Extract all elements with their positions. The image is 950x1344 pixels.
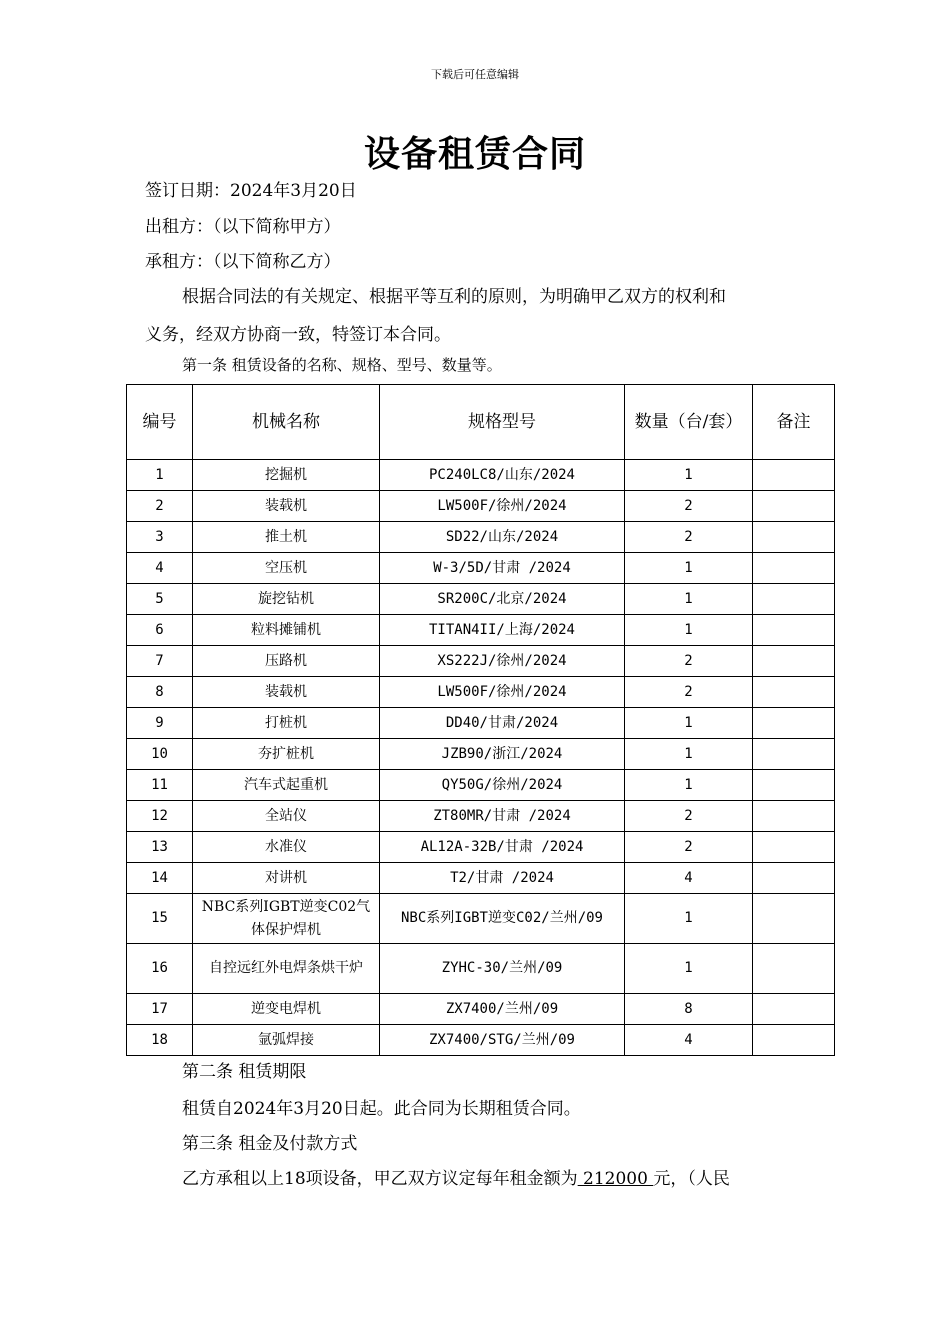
cell-remarks: [753, 584, 835, 615]
intro-line-1: 根据合同法的有关规定、根据平等互利的原则，为明确甲乙双方的权利和: [182, 287, 726, 307]
cell-quantity: 2: [625, 832, 753, 863]
cell-machine-name: 装载机: [193, 491, 380, 522]
cell-remarks: [753, 708, 835, 739]
lessor-line: 出租方：（以下简称甲方）: [145, 217, 341, 237]
cell-quantity: 2: [625, 801, 753, 832]
cell-quantity: 1: [625, 739, 753, 770]
cell-remarks: [753, 677, 835, 708]
cell-spec-model: ZX7400/兰州/09: [380, 994, 625, 1025]
page-title: 设备租赁合同: [363, 133, 586, 175]
cell-number: 5: [127, 584, 193, 615]
cell-machine-name: 全站仪: [193, 801, 380, 832]
table-row: [127, 708, 835, 739]
cell-number: 8: [127, 677, 193, 708]
cell-spec-model: LW500F/徐州/2024: [380, 677, 625, 708]
cell-machine-name: 打桩机: [193, 708, 380, 739]
cell-machine-name: 压路机: [193, 646, 380, 677]
cell-quantity: 1: [625, 584, 753, 615]
cell-remarks: [753, 863, 835, 894]
cell-machine-name: 空压机: [193, 553, 380, 584]
table-row: [127, 944, 835, 994]
cell-remarks: [753, 894, 835, 944]
cell-number: 14: [127, 863, 193, 894]
cell-quantity: 2: [625, 491, 753, 522]
col-header-machine-name: 机械名称: [193, 385, 380, 460]
cell-spec-model: DD40/甘肃/2024: [380, 708, 625, 739]
cell-remarks: [753, 801, 835, 832]
table-row: [127, 491, 835, 522]
cell-remarks: [753, 646, 835, 677]
cell-remarks: [753, 1025, 835, 1056]
table-row: [127, 770, 835, 801]
cell-number: 18: [127, 1025, 193, 1056]
table-row: [127, 646, 835, 677]
header-note: 下载后可任意编辑: [431, 68, 519, 81]
table-row: [127, 1025, 835, 1056]
equipment-table: [126, 384, 835, 1056]
cell-number: 7: [127, 646, 193, 677]
cell-machine-name: 逆变电焊机: [193, 994, 380, 1025]
cell-number: 2: [127, 491, 193, 522]
cell-quantity: 4: [625, 863, 753, 894]
table-row: [127, 994, 835, 1025]
cell-quantity: 1: [625, 460, 753, 491]
table-row: [127, 460, 835, 491]
table-row: [127, 739, 835, 770]
table-body: [127, 460, 835, 1056]
cell-spec-model: W-3/5D/甘肃 /2024: [380, 553, 625, 584]
cell-quantity: 2: [625, 677, 753, 708]
cell-remarks: [753, 944, 835, 994]
cell-quantity: 1: [625, 615, 753, 646]
table-row: [127, 553, 835, 584]
cell-number: 3: [127, 522, 193, 553]
cell-spec-model: XS222J/徐州/2024: [380, 646, 625, 677]
cell-spec-model: SD22/山东/2024: [380, 522, 625, 553]
cell-machine-name: 对讲机: [193, 863, 380, 894]
cell-machine-name: 汽车式起重机: [193, 770, 380, 801]
cell-machine-name: NBC系列IGBT逆变C02气体保护焊机: [193, 894, 380, 944]
cell-remarks: [753, 460, 835, 491]
intro-line-2: 义务，经双方协商一致，特签订本合同。: [145, 325, 451, 345]
cell-remarks: [753, 553, 835, 584]
cell-quantity: 2: [625, 646, 753, 677]
cell-number: 10: [127, 739, 193, 770]
cell-spec-model: LW500F/徐州/2024: [380, 491, 625, 522]
cell-remarks: [753, 994, 835, 1025]
cell-spec-model: QY50G/徐州/2024: [380, 770, 625, 801]
cell-number: 4: [127, 553, 193, 584]
table-row: [127, 522, 835, 553]
cell-remarks: [753, 491, 835, 522]
table-row: [127, 615, 835, 646]
cell-spec-model: PC240LC8/山东/2024: [380, 460, 625, 491]
cell-quantity: 1: [625, 708, 753, 739]
table-row: [127, 584, 835, 615]
cell-machine-name: 推土机: [193, 522, 380, 553]
article-1-heading: 第一条 租赁设备的名称、规格、型号、数量等。: [182, 356, 502, 374]
sign-date: 签订日期：2024年3月20日: [145, 181, 357, 201]
cell-remarks: [753, 770, 835, 801]
cell-spec-model: NBC系列IGBT逆变C02/兰州/09: [380, 894, 625, 944]
rent-amount: 212000: [577, 1169, 654, 1189]
col-header-spec-model: 规格型号: [380, 385, 625, 460]
cell-quantity: 1: [625, 770, 753, 801]
cell-number: 6: [127, 615, 193, 646]
table-header-row: [127, 385, 835, 460]
cell-machine-name: 自控远红外电焊条烘干炉: [193, 944, 380, 994]
cell-spec-model: AL12A-32B/甘肃 /2024: [380, 832, 625, 863]
cell-spec-model: TITAN4II/上海/2024: [380, 615, 625, 646]
cell-remarks: [753, 522, 835, 553]
cell-number: 9: [127, 708, 193, 739]
cell-machine-name: 氩弧焊接: [193, 1025, 380, 1056]
cell-quantity: 1: [625, 944, 753, 994]
col-header-remarks: 备注: [753, 385, 835, 460]
lessee-line: 承租方：（以下简称乙方）: [145, 252, 341, 272]
cell-quantity: 2: [625, 522, 753, 553]
cell-number: 12: [127, 801, 193, 832]
table-row: [127, 832, 835, 863]
cell-machine-name: 粒料摊铺机: [193, 615, 380, 646]
cell-number: 1: [127, 460, 193, 491]
cell-quantity: 1: [625, 553, 753, 584]
cell-quantity: 8: [625, 994, 753, 1025]
cell-number: 17: [127, 994, 193, 1025]
cell-remarks: [753, 615, 835, 646]
cell-quantity: 1: [625, 894, 753, 944]
cell-machine-name: 夯扩桩机: [193, 739, 380, 770]
article-3-heading: 第三条 租金及付款方式: [182, 1134, 358, 1154]
cell-remarks: [753, 832, 835, 863]
cell-number: 15: [127, 894, 193, 944]
cell-remarks: [753, 739, 835, 770]
table-row: [127, 894, 835, 944]
article-2-heading: 第二条 租赁期限: [182, 1062, 307, 1082]
article-3-text: [182, 1164, 730, 1189]
table-row: [127, 801, 835, 832]
cell-machine-name: 挖掘机: [193, 460, 380, 491]
article-2-text: 租赁自2024年3月20日起。此合同为长期租赁合同。: [182, 1099, 581, 1119]
cell-machine-name: 旋挖钻机: [193, 584, 380, 615]
cell-number: 16: [127, 944, 193, 994]
cell-spec-model: ZYHC-30/兰州/09: [380, 944, 625, 994]
cell-spec-model: ZX7400/STG/兰州/09: [380, 1025, 625, 1056]
table-row: [127, 677, 835, 708]
cell-machine-name: 水准仪: [193, 832, 380, 863]
cell-spec-model: T2/甘肃 /2024: [380, 863, 625, 894]
col-header-quantity: 数量（台/套）: [625, 385, 753, 460]
table-row: [127, 863, 835, 894]
article-3-text-post: 元，（人民: [653, 1169, 730, 1189]
cell-quantity: 4: [625, 1025, 753, 1056]
cell-number: 11: [127, 770, 193, 801]
cell-spec-model: JZB90/浙江/2024: [380, 739, 625, 770]
cell-machine-name: 装载机: [193, 677, 380, 708]
col-header-number: 编号: [127, 385, 193, 460]
cell-spec-model: ZT80MR/甘肃 /2024: [380, 801, 625, 832]
cell-number: 13: [127, 832, 193, 863]
cell-spec-model: SR200C/北京/2024: [380, 584, 625, 615]
article-3-text-pre: 乙方承租以上18项设备，甲乙双方议定每年租金额为: [182, 1169, 578, 1189]
